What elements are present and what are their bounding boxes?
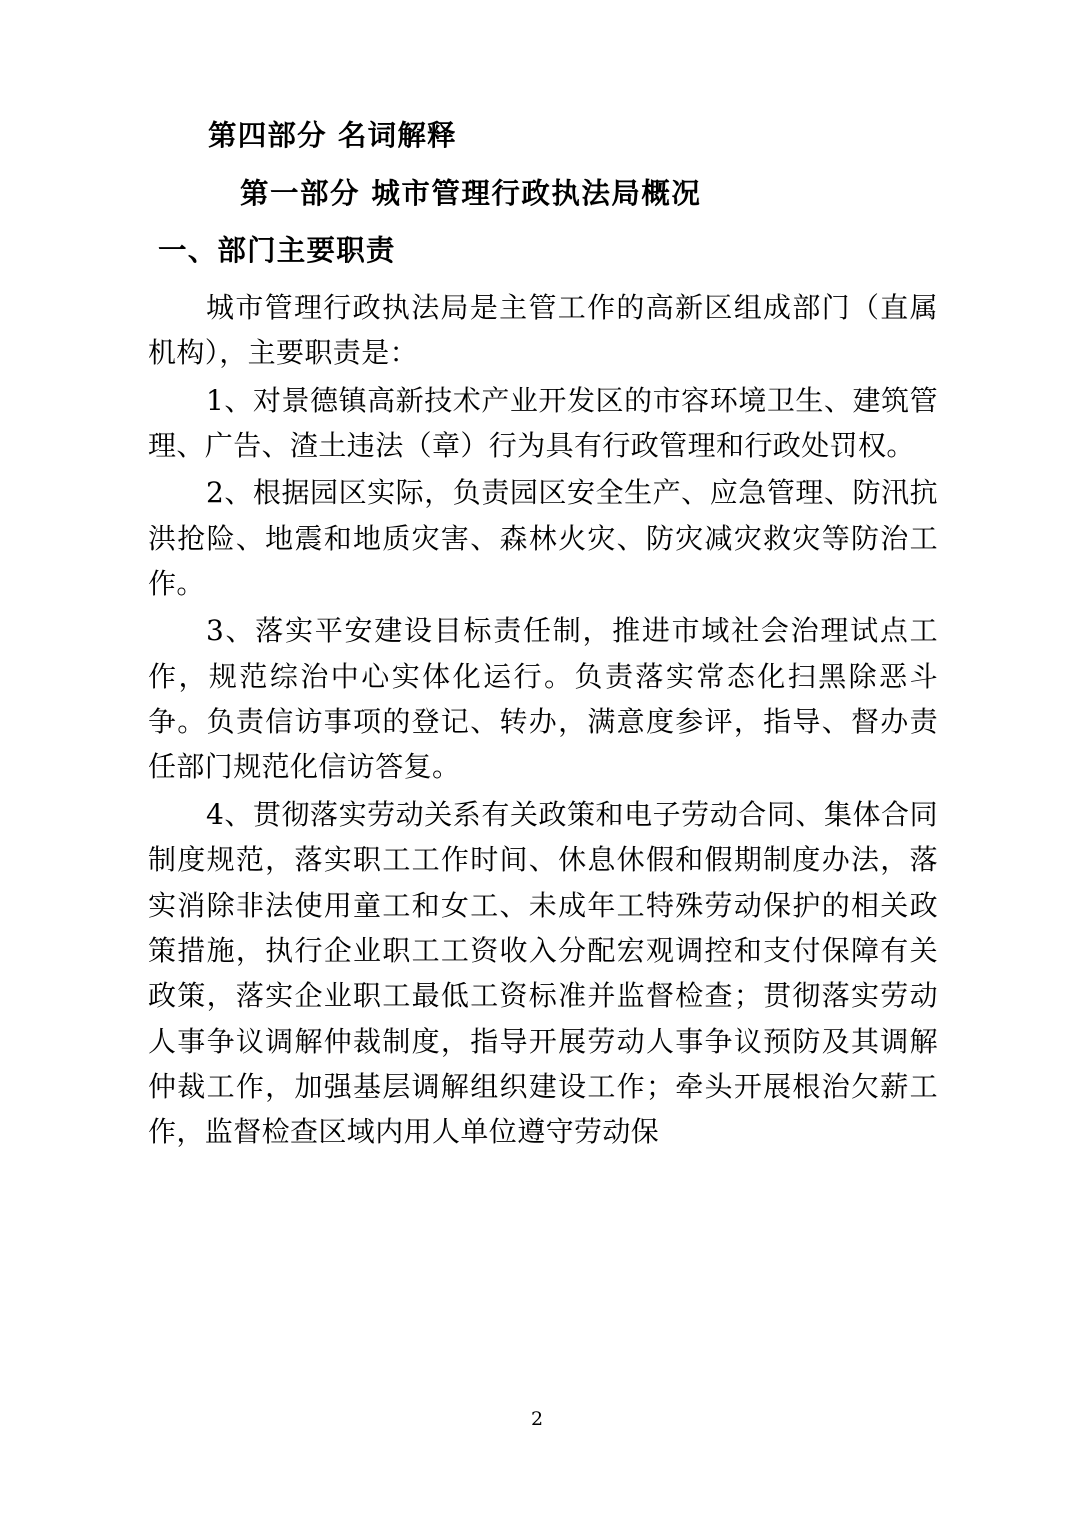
- section-heading-part-one: 第一部分 城市管理行政执法局概况: [240, 175, 702, 210]
- section-heading-part-four: 第四部分 名词解释: [208, 118, 457, 152]
- subsection-heading-main-duties: 一、部门主要职责: [158, 233, 396, 268]
- paragraph-duty-4: 4、贯彻落实劳动关系有关政策和电子劳动合同、集体合同制度规范，落实职工工作时间、休息休假和假期制度办法，落实消除非法使用童工和女工、未成年工特殊劳动保护的相关政策措施，执行企业职工工资收入分配宏观调控和支付保障有关政策，落实企业职工最低工资标准并监督检查；贯彻落实劳动人事争议调解仲裁制度，指导开展劳动人事争议预防及其调解仲裁工作，加强基层调解组织建设工作；牵头开展根治欠薪工作，监督检查区域内用人单位遵守劳动保: [148, 797, 938, 1149]
- paragraph-intro: 城市管理行政执法局是主管工作的高新区组成部门（直属机构），主要职责是：: [148, 290, 938, 370]
- paragraph-duty-2: 2、根据园区实际，负责园区安全生产、应急管理、防汛抗洪抢险、地震和地质灾害、森林火灾、防灾减灾救灾等防治工作。: [148, 476, 938, 601]
- paragraph-duty-3: 3、落实平安建设目标责任制，推进市域社会治理试点工作，规范综治中心实体化运行。负责落实常态化扫黑除恶斗争。负责信访事项的登记、转办，满意度参评，指导、督办责任部门规范化信访答复。: [148, 614, 938, 784]
- paragraph-duty-1: 1、对景德镇高新技术产业开发区的市容环境卫生、建筑管理、广告、渣土违法（章）行为具有行政管理和行政处罚权。: [148, 383, 938, 462]
- page-number: 2: [530, 1408, 544, 1430]
- document-body: [148, 118, 938, 1157]
